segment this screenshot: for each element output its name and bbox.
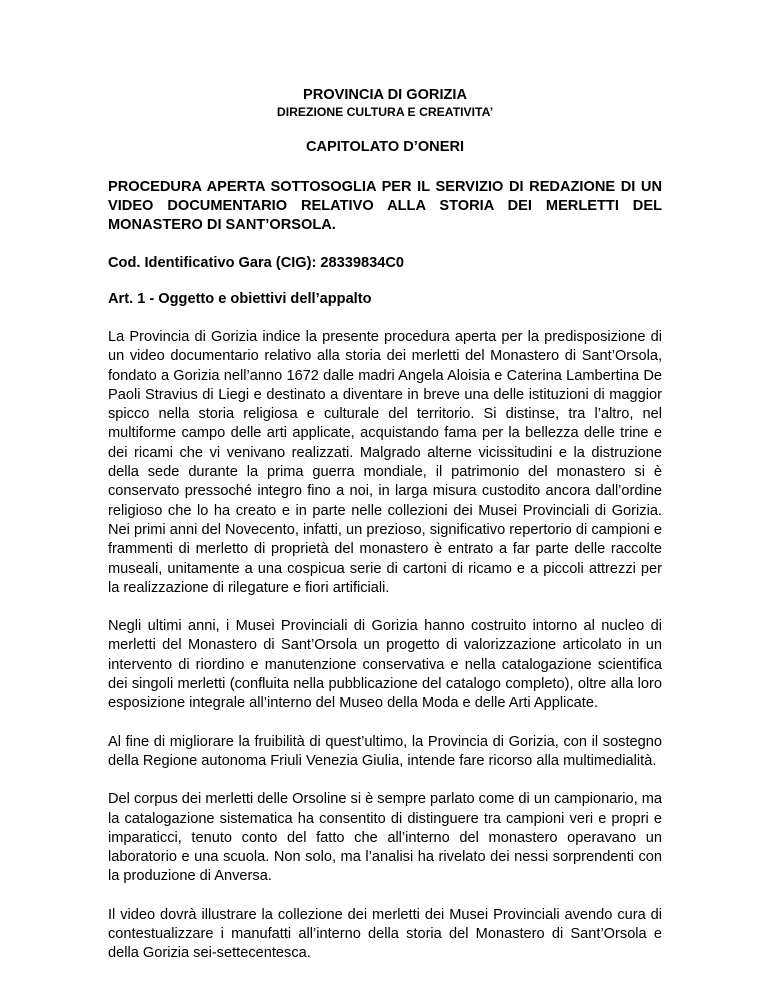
article-paragraph: Al fine di migliorare la fruibilità di quest’ultimo, la Provincia di Gorizia, con il sostegno della Regione autonoma Friuli Venezia Giulia, intende fare ricorso alla multimedialità. [108,733,662,769]
article-heading: Art. 1 - Oggetto e obiettivi dell’appalto [108,291,372,307]
article-paragraph: Del corpus dei merletti delle Orsoline si è sempre parlato come di un campionario, ma la catalogazione sistematica ha consentito di distinguere tra campioni veri e propri e imparaticci, tenuto conto del fatto che all’interno del monastero operavano un laboratorio e una scuola. Non solo, ma l’analisi ha rivelato dei nessi sorprendenti con la produzione di Anversa. [108,791,662,885]
document-title: CAPITOLATO D’ONERI [305,139,465,155]
procedure-title: PROCEDURA APERTA SOTTOSOGLIA PER IL SERVIZIO DI REDAZIONE DI UN VIDEO DOCUMENTARIO RELATIVO ALLA STORIA DEI MERLETTI DEL MONASTERO DI SANT’ORSOLA. [108,179,662,233]
article-paragraph: Il video dovrà illustrare la collezione dei merletti dei Musei Provinciali avendo cura di contestualizzare i manufatti all’interno della storia del Monastero di Sant’Orsola e della Gorizia sei-settecentesca. [108,906,662,962]
organization-title: PROVINCIA DI GORIZIA [302,87,468,103]
article-paragraph: Negli ultimi anni, i Musei Provinciali di Gorizia hanno costruito intorno al nucleo di merletti del Monastero di Sant’Orsola un progetto di valorizzazione articolato in un intervento di riordino e manutenzione conservativa e nella catalogazione scientifica dei singoli merletti (confluita nella pubblicazione del catalogo completo), oltre alla loro esposizione integrale all’interno del Museo della Moda e delle Arti Applicate. [108,618,662,712]
cig-code: Cod. Identificativo Gara (CIG): 28339834C0 [108,255,405,271]
organization-subtitle: DIREZIONE CULTURA E CREATIVITA’ [276,105,494,119]
article-paragraph: La Provincia di Gorizia indice la presente procedura aperta per la predisposizione di un video documentario relativo alla storia dei merletti del Monastero di Sant’Orsola, fondato a Gorizia nell’anno 1672 dalle madri Angela Aloisia e Caterina Lambertina De Paoli Stravius di Liegi e destinato a diventare in breve una delle istituzioni di maggior spicco nella storia religiosa e culturale del territorio. Si distinse, tra l’altro, nel multiforme campo delle arti applicate, acquistando fama per la bellezza delle trine e dei ricami che vi venivano realizzati. Malgrado alterne vicissitudini e la distruzione della sede durante la prima guerra mondiale, il patrimonio del monastero si è conservato pressoché integro fino a noi, in larga misura custodito ancora dall’ordine religioso che lo ha creato e in parte nelle collezioni dei Musei Provinciali di Gorizia. Nei primi anni del Novecento, infatti, un prezioso, significativo repertorio di campioni e frammenti di merletto di proprietà del monastero è entrato a far parte delle raccolte museali, unitamente a una cospicua serie di cartoni di ricamo e a piccoli attrezzi per la realizzazione di rilegature e fiori artificiali. [108,329,662,596]
document-header [108,86,662,156]
